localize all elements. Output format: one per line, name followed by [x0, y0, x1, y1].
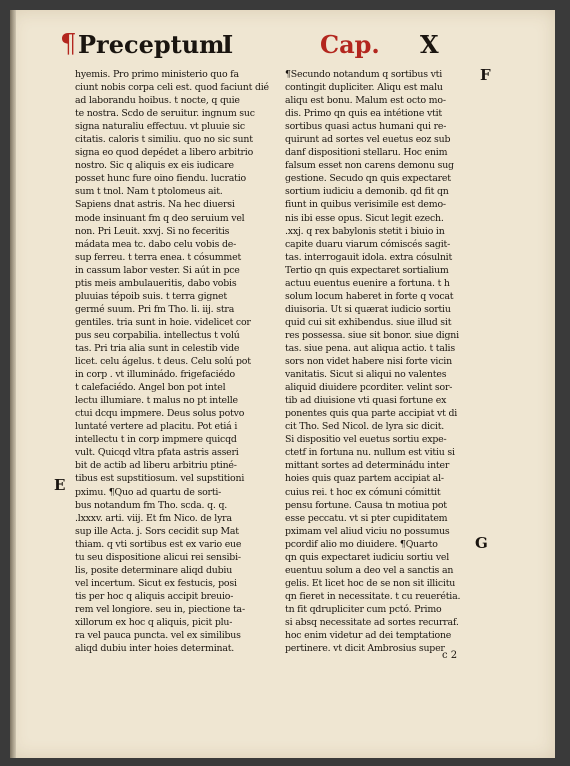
text-line: sup ferreu. t terra enea. t cósummet — [75, 251, 242, 263]
text-line: sup ille Acta. j. Sors cecidit sup Mat — [75, 525, 239, 537]
text-line: pluuias tépoib suis. t terra gignet — [75, 290, 227, 302]
text-line: cit Tho. Sed Nicol. de lyra sic dicit. — [285, 421, 445, 433]
text-line: pximu. ¶Quo ad quartu de sorti- — [75, 486, 222, 498]
text-line: intellectu t in corp impmere quicqd — [75, 434, 237, 446]
text-line: signa eo quod depédet a libero arbitrio — [75, 147, 254, 159]
text-line: actuu euentus euenire a fortuna. t h — [285, 277, 450, 289]
manuscript-page — [10, 10, 555, 758]
text-line: mádata mea tc. dabo celu vobis de- — [75, 238, 237, 250]
header-cap-label: Cap. — [320, 30, 380, 59]
text-line: res possessa. siue sit bonor. siue digni — [285, 329, 459, 341]
text-line: tib ad diuisione vti quasi fortune ex — [285, 395, 447, 407]
text-line: in cassum labor vester. Si aút in pce — [75, 264, 240, 276]
text-line: sors non videt habere nisi forte vicin — [285, 356, 452, 368]
text-line: pensu fortune. Causa tn motiua pot — [285, 499, 447, 511]
text-line: tas. Pri tria alia sunt in celestib vide — [75, 342, 240, 354]
text-line: licet. celu ágelus. t deus. Celu solú pot — [75, 356, 251, 368]
left-text-column — [75, 68, 275, 655]
text-line: bit de actib ad liberu arbitriu ptiné- — [75, 460, 237, 472]
text-line: ad laborandu hoibus. t nocte, q quie — [75, 95, 240, 107]
text-line: thiam. q vti sortibus est ex vario eue — [75, 538, 242, 550]
text-line: hoies quis quaz partem accipiat al- — [285, 473, 444, 485]
text-line: sum t tnol. Nam t ptolomeus ait. — [75, 186, 223, 198]
text-line: euentuu solum a deo vel a sanctis an — [285, 564, 454, 576]
running-header — [50, 30, 470, 62]
text-line: ciunt nobis corpa celi est. quod faciunt dié — [75, 82, 269, 94]
text-line: tn fit qdrupliciter cum pctó. Primo — [285, 603, 442, 615]
text-line: sortium iudiciu a demonib. qd fit qn — [285, 186, 449, 198]
header-title: Preceptum — [78, 30, 225, 59]
text-line: lis, posite determinare aliqd dubiu — [75, 564, 233, 576]
text-line: pus seu corpabilia. intellectus t volú — [75, 329, 240, 341]
text-line: gelis. Et licet hoc de se non sit illicitu — [285, 577, 456, 589]
text-line: diuisoria. Ut si quærat iudicio sortiu — [285, 303, 451, 315]
text-line: tas. siue pena. aut aliqua actio. t talis — [285, 342, 455, 354]
book-spine-shadow — [10, 10, 16, 758]
text-line: sortibus quasi actus humani qui re- — [285, 121, 447, 133]
text-line: capite duaru viarum cómiscés sagit- — [285, 238, 451, 250]
text-line: hoc enim videtur ad dei temptatione — [285, 630, 452, 642]
text-line: si absq necessitate ad sortes recurraf. — [285, 616, 459, 628]
text-line: solum locum haberet in forte q vocat — [285, 290, 454, 302]
text-line: Sapiens dnat astris. Na hec diuersi — [75, 199, 235, 211]
text-line: ponentes quis qua parte accipiat vt di — [285, 408, 458, 420]
text-line: pertinere. vt dicit Ambrosius super — [285, 643, 445, 655]
text-line: qn quis expectaret iudiciu sortiu vel — [285, 551, 450, 563]
right-text-column — [285, 68, 485, 655]
text-line: qn fieret in necessitate. t cu reuerétia. — [285, 590, 461, 602]
text-line: t calefaciédo. Angel bon pot intel — [75, 382, 226, 394]
text-line: aliquid diuidere pcorditer. velint sor- — [285, 382, 453, 394]
text-line: Tertio qn quis expectaret sortialium — [285, 264, 449, 276]
text-line: ctui dcqu impmere. Deus solus potvo — [75, 408, 245, 420]
text-line: tu seu dispositione alicui rei sensibi- — [75, 551, 241, 563]
signature-mark: c 2 — [442, 650, 458, 661]
text-line: ¶Secundo notandum q sortibus vti — [285, 69, 443, 80]
text-line: cuius rei. t hoc ex cómuni cómittit — [285, 486, 441, 498]
text-line: aliqu est bonu. Malum est octo mo- — [285, 95, 446, 107]
text-line: ctetf in fortuna nu. nullum est vitiu si — [285, 447, 455, 459]
text-line: vel incertum. Sicut ex festucis, posi — [75, 577, 237, 589]
text-line: gestione. Secudo qn quis expectaret — [285, 173, 451, 185]
header-cap-number: X — [420, 30, 439, 59]
text-line: non. Pri Leuit. xxvj. Si no feceritis — [75, 225, 230, 237]
text-line: luntaté vertere ad placitu. Pot etiá i — [75, 421, 238, 433]
text-line: in corp . vt illuminádo. frigefaciédo — [75, 369, 235, 381]
text-line: fiunt in quibus verisimile est demo- — [285, 199, 446, 211]
text-line: xillorum ex hoc q aliquis, picit plu- — [75, 616, 233, 628]
text-line: falsum esset non carens demonu sug — [285, 160, 454, 172]
text-line: nis ibi esse opus. Sicut legit ezech. — [285, 212, 444, 224]
text-line: ptis meis ambulaueritis, dabo vobis — [75, 277, 237, 289]
text-line: bus notandum fm Tho. scda. q. q. — [75, 499, 228, 511]
text-line: tis per hoc q aliquis accipit breuio- — [75, 590, 234, 602]
text-line: contingit dupliciter. Aliqu est malu — [285, 82, 443, 94]
margin-letter-f: F — [480, 66, 491, 84]
text-line: te nostra. Scdo de seruitur. ingnum suc — [75, 108, 255, 120]
text-line: pcordif alio mo diuidere. ¶Quarto — [285, 538, 438, 550]
text-line: ra vel pauca puncta. vel ex similibus — [75, 630, 241, 642]
text-line: vult. Quicqd vltra pfata astris asseri — [75, 447, 239, 459]
text-line: dis. Primo qn quis ea intétione vtit — [285, 108, 442, 120]
text-line: nostro. Sic q aliquis ex eis iudicare — [75, 160, 234, 172]
text-line: signa naturaliu effectuu. vt pluuie sic — [75, 121, 245, 133]
text-line: .xxj. q rex babylonis stetit i biuio in — [285, 225, 445, 237]
text-line: hyemis. Pro primo ministerio quo fa — [75, 69, 239, 80]
text-line: pximam vel aliud viciu no possumus — [285, 525, 450, 537]
paragraph-mark: ¶ — [60, 29, 77, 59]
text-line: posset hunc fure oino fiendu. lucratio — [75, 173, 246, 185]
text-line: tas. interrogauit idola. extra cósulnit — [285, 251, 453, 263]
text-line: quid cui sit exhibendus. siue illud sit — [285, 316, 452, 328]
header-number: I — [222, 30, 234, 59]
margin-letter-g: G — [475, 534, 488, 552]
text-line: mode insinuant fm q deo seruium vel — [75, 212, 245, 224]
text-line: rem vel longiore. seu in, piectione ta- — [75, 603, 245, 615]
text-line: mittant sortes ad determinádu inter — [285, 460, 450, 472]
text-line: quirunt ad sortes vel euetus eoz sub — [285, 134, 451, 146]
text-line: citatis. caloris t similiu. quo no sic sunt — [75, 134, 253, 146]
margin-letter-e: E — [54, 476, 66, 494]
text-line: gentiles. tria sunt in hoie. videlicet cor — [75, 316, 251, 328]
text-line: .lxxxv. arti. viij. Et fm Nico. de lyra — [75, 512, 232, 524]
text-line: vanitatis. Sicut si aliqui no valentes — [285, 369, 447, 381]
text-line: esse peccatu. vt si pter cupiditatem — [285, 512, 448, 524]
text-line: tibus est supstitiosum. vel supstitioni — [75, 473, 245, 485]
text-line: aliqd dubiu inter hoies determinat. — [75, 643, 235, 655]
text-line: germé suum. Pri fm Tho. li. iij. stra — [75, 303, 235, 315]
text-line: danf dispositioni stellaru. Hoc enim — [285, 147, 448, 159]
text-line: Si dispositio vel euetus sortiu expe- — [285, 434, 447, 446]
text-line: lectu illumiare. t malus no pt intelle — [75, 395, 238, 407]
